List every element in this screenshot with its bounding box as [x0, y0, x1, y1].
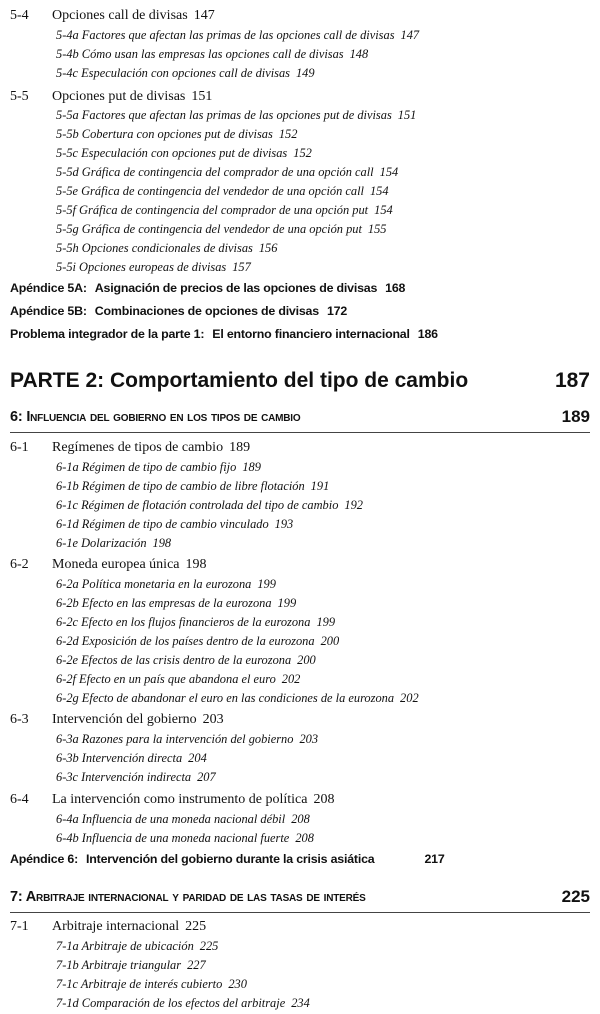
subsection-label: 6-2c Efecto en los flujos financieros de la eurozona: [56, 615, 311, 629]
section-title: Opciones put de divisas: [52, 89, 186, 104]
subsection-label: 5-5f Gráfica de contingencia del comprador de una opción put: [56, 203, 369, 217]
subsection-label: 5-5c Especulación con opciones put de divisas: [56, 146, 288, 160]
subsection-page: 204: [188, 751, 207, 765]
subsection-page: 199: [277, 596, 297, 610]
subsection-page: 192: [344, 498, 363, 512]
appendix-page: 172: [326, 304, 348, 318]
part-page: 187: [554, 369, 590, 392]
subsection-5-4b: [56, 46, 368, 62]
subsection-label: 6-1c Régimen de flotación controlada del tipo de cambio: [56, 498, 339, 512]
section-number: 5-4: [10, 8, 29, 23]
subsection-6-1c: [56, 497, 363, 513]
subsection-label: 6-1d Régimen de tipo de cambio vinculado: [56, 517, 269, 531]
subsection-label: 6-3c Intervención indirecta: [56, 770, 192, 784]
subsection-label: 5-5b Cobertura con opciones put de divisas: [56, 127, 273, 141]
subsection-5-5e: [56, 183, 389, 199]
subsection-6-3a: [56, 731, 318, 747]
subsection-label: 5-5e Gráfica de contingencia del vendedor de una opción call: [56, 184, 364, 198]
subsection-page: 199: [316, 615, 336, 629]
section-page: 225: [185, 919, 207, 934]
section-title: Moneda europea única: [52, 557, 180, 572]
appendix-title: Intervención del gobierno durante la crisis asiática: [86, 852, 375, 866]
subsection-page: 151: [397, 108, 417, 122]
section-title: Opciones call de divisas: [52, 8, 188, 23]
subsection-page: 149: [295, 66, 315, 80]
subsection-6-4a: [56, 811, 310, 827]
subsection-label: 6-1e Dolarización: [56, 536, 147, 550]
subsection-page: 157: [232, 260, 251, 274]
subsection-page: 234: [291, 996, 310, 1010]
chapter-page: 225: [561, 887, 590, 906]
subsection-5-5c: [56, 145, 312, 161]
subsection-page: 152: [293, 146, 312, 160]
subsection-5-4c: [56, 65, 315, 81]
section-number: 6-4: [10, 792, 29, 807]
subsection-page: 200: [320, 634, 340, 648]
subsection-label: 5-5a Factores que afectan las primas de las opciones put de divisas: [56, 108, 392, 122]
subsection-label: 6-2f Efecto en un país que abandona el euro: [56, 672, 276, 686]
appendix-label: Apéndice 5B:: [10, 304, 87, 318]
subsection-label: 6-4b Influencia de una moneda nacional fuerte: [56, 831, 290, 845]
subsection-page: 227: [187, 958, 206, 972]
section-page: 147: [193, 8, 215, 23]
subsection-label: 6-2a Política monetaria en la eurozona: [56, 577, 252, 591]
subsection-page: 189: [242, 460, 261, 474]
subsection-page: 155: [367, 222, 387, 236]
subsection-label: 6-2e Efectos de las crisis dentro de la eurozona: [56, 653, 292, 667]
appendix-6: [10, 850, 445, 868]
subsection-label: 6-2b Efecto en las empresas de la eurozona: [56, 596, 272, 610]
appendix-label: Problema integrador de la parte 1:: [10, 327, 205, 341]
subsection-6-3b: [56, 750, 207, 766]
section-number: 6-2: [10, 557, 29, 572]
appendix-5b: [10, 302, 347, 320]
appendix-page: 168: [385, 281, 406, 295]
subsection-6-1e: [56, 535, 171, 551]
subsection-page: 154: [369, 184, 389, 198]
subsection-label: 6-2g Efecto de abandonar el euro en las condiciones de la eurozona: [56, 691, 395, 705]
subsection-page: 191: [310, 479, 330, 493]
section-7-1: [10, 918, 206, 936]
subsection-label: 6-1a Régimen de tipo de cambio fijo: [56, 460, 237, 474]
subsection-page: 193: [274, 517, 294, 531]
section-number: 7-1: [10, 919, 29, 934]
subsection-page: 208: [291, 812, 310, 826]
subsection-page: 154: [379, 165, 399, 179]
subsection-page: 202: [400, 691, 419, 705]
subsection-label: 7-1b Arbitraje triangular: [56, 958, 182, 972]
subsection-5-5d: [56, 164, 398, 180]
subsection-7-1d: [56, 995, 310, 1011]
subsection-label: 5-5g Gráfica de contingencia del vendedor de una opción put: [56, 222, 362, 236]
subsection-label: 6-3a Razones para la intervención del gobierno: [56, 732, 294, 746]
chapter-page: 189: [561, 407, 590, 426]
subsection-label: 5-4c Especulación con opciones call de divisas: [56, 66, 290, 80]
part-title: PARTE 2: Comportamiento del tipo de cambio: [10, 369, 469, 392]
section-5-5: [10, 88, 212, 106]
subsection-label: 5-4b Cómo usan las empresas las opciones call de divisas: [56, 47, 344, 61]
appendix-label: Apéndice 6:: [10, 852, 79, 866]
section-6-4: [10, 791, 334, 809]
subsection-label: 6-2d Exposición de los países dentro de la eurozona: [56, 634, 315, 648]
subsection-6-2b: [56, 595, 296, 611]
subsection-label: 5-5d Gráfica de contingencia del comprador de una opción call: [56, 165, 374, 179]
appendix-5a: [10, 279, 405, 297]
part-heading: [10, 368, 590, 394]
subsection-page: 199: [257, 577, 276, 591]
chapter-6-heading: [10, 405, 590, 431]
subsection-label: 6-4a Influencia de una moneda nacional débil: [56, 812, 286, 826]
section-5-4: [10, 7, 215, 25]
subsection-label: 6-1b Régimen de tipo de cambio de libre flotación: [56, 479, 305, 493]
chapter-7-heading: [10, 885, 590, 911]
subsection-5-5g: [56, 221, 387, 237]
subsection-7-1c: [56, 976, 247, 992]
subsection-7-1a: [56, 938, 218, 954]
section-title: Arbitraje internacional: [52, 919, 180, 934]
subsection-page: 147: [400, 28, 420, 42]
section-number: 6-3: [10, 712, 29, 727]
subsection-6-2f: [56, 671, 300, 687]
subsection-label: 5-5h Opciones condicionales de divisas: [56, 241, 253, 255]
appendix-page: 186: [417, 327, 438, 341]
subsection-label: 5-4a Factores que afectan las primas de las opciones call de divisas: [56, 28, 395, 42]
subsection-5-5i: [56, 259, 251, 275]
subsection-label: 7-1a Arbitraje de ubicación: [56, 939, 194, 953]
subsection-page: 230: [228, 977, 247, 991]
subsection-page: 154: [374, 203, 393, 217]
chapter-title: 7: Arbitraje internacional y paridad de las tasas de interés: [10, 889, 366, 905]
subsection-label: 7-1d Comparación de los efectos del arbitraje: [56, 996, 286, 1010]
section-number: 5-5: [10, 89, 29, 104]
subsection-7-1b: [56, 957, 206, 973]
subsection-6-1a: [56, 459, 261, 475]
subsection-6-1d: [56, 516, 293, 532]
chapter-title: 6: Influencia del gobierno en los tipos de cambio: [10, 409, 301, 425]
subsection-page: 207: [197, 770, 216, 784]
appendix-title: Combinaciones de opciones de divisas: [94, 304, 319, 318]
section-page: 151: [191, 89, 213, 104]
subsection-6-2d: [56, 633, 339, 649]
section-title: La intervención como instrumento de política: [52, 792, 308, 807]
subsection-6-2g: [56, 690, 419, 706]
subsection-5-5h: [56, 240, 277, 256]
section-6-2: [10, 556, 207, 574]
appendix-label: Apéndice 5A:: [10, 281, 87, 295]
subsection-6-2a: [56, 576, 276, 592]
appendix-page: 217: [424, 852, 445, 866]
chapter-divider: [10, 912, 590, 913]
subsection-page: 198: [152, 536, 172, 550]
subsection-page: 200: [297, 653, 316, 667]
subsection-page: 148: [349, 47, 369, 61]
section-page: 208: [313, 792, 335, 807]
subsection-5-5f: [56, 202, 393, 218]
subsection-page: 208: [295, 831, 314, 845]
section-title: Regímenes de tipos de cambio: [52, 440, 224, 455]
section-number: 6-1: [10, 440, 29, 455]
subsection-label: 7-1c Arbitraje de interés cubierto: [56, 977, 223, 991]
subsection-6-2e: [56, 652, 316, 668]
subsection-5-5b: [56, 126, 297, 142]
section-page: 198: [185, 557, 207, 572]
subsection-page: 156: [258, 241, 278, 255]
subsection-page: 203: [299, 732, 319, 746]
section-title: Intervención del gobierno: [52, 712, 197, 727]
subsection-label: 6-3b Intervención directa: [56, 751, 183, 765]
subsection-6-4b: [56, 830, 314, 846]
subsection-5-4a: [56, 27, 419, 43]
chapter-divider: [10, 432, 590, 433]
subsection-label: 5-5i Opciones europeas de divisas: [56, 260, 227, 274]
subsection-page: 152: [278, 127, 298, 141]
section-6-3: [10, 711, 224, 729]
subsection-5-5a: [56, 107, 416, 123]
section-6-1: [10, 439, 250, 457]
subsection-page: 225: [199, 939, 219, 953]
section-page: 203: [202, 712, 224, 727]
appendix-title: El entorno financiero internacional: [212, 327, 410, 341]
integrative-problem: [10, 325, 438, 343]
section-page: 189: [229, 440, 251, 455]
subsection-6-1b: [56, 478, 329, 494]
subsection-page: 202: [281, 672, 301, 686]
subsection-6-2c: [56, 614, 335, 630]
appendix-title: Asignación de precios de las opciones de divisas: [94, 281, 378, 295]
subsection-6-3c: [56, 769, 216, 785]
